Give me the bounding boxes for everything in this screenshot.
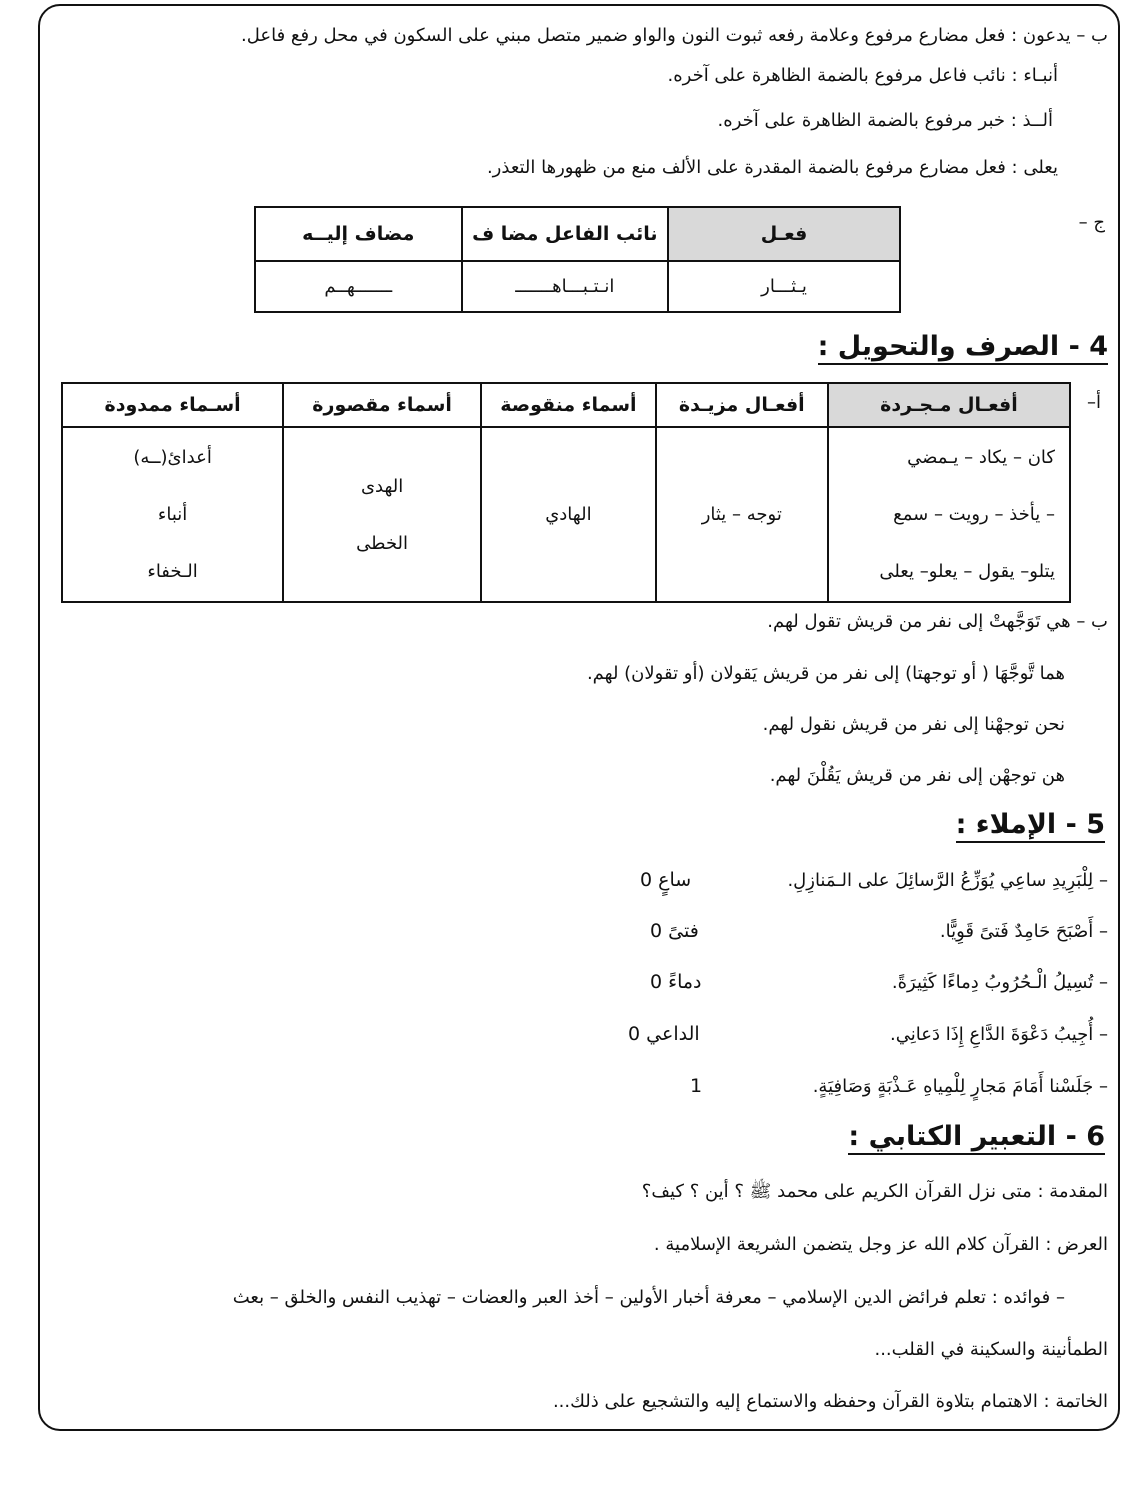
- conversion-line: هن توجهْن إلى نفر من قريش يَقُلْنَ لهم.: [769, 765, 1065, 786]
- dictation-note: 0 الداعي: [628, 1023, 700, 1045]
- header-mamdud-nouns: أسـماء ممدودة: [62, 383, 283, 427]
- header-augmented-verbs: أفعـال مزيـدة: [656, 383, 828, 427]
- section4-heading: [818, 330, 1108, 364]
- dictation-note: 0 فتىً: [650, 920, 699, 942]
- b-line-yadoun: ب – يدعون : فعل مضارع مرفوع وعلامة رفعه ثبوت النون والواو ضمير متصل مبني على السكون في محل رفع فاعل.: [241, 25, 1108, 46]
- morphology-table: [61, 382, 1071, 603]
- dictation-sentence: – جَلَسْنا أَمَامَ مَجارٍ لِلْمِياهِ عَـذْبَةٍ وَصَافِيَةٍ.: [812, 1076, 1108, 1097]
- dictation-note: 1: [690, 1075, 703, 1097]
- header-genitive: مضاف إليــه: [255, 207, 462, 261]
- b-line-anba: أنبـاء : نائب فاعل مرفوع بالضمة الظاهرة على آخره.: [667, 65, 1058, 86]
- parsing-table: [254, 206, 901, 313]
- section5-heading: [956, 808, 1105, 842]
- b-line-aladh: ألــذ : خبر مرفوع بالضمة الظاهرة على آخره.: [717, 110, 1053, 131]
- b-line-yaala: يعلى : فعل مضارع مرفوع بالضمة المقدرة على الألف منع من ظهورها التعذر.: [486, 157, 1058, 178]
- cell-verb: يـثـــار: [668, 261, 900, 312]
- conversion-line: ب – هي تَوَجَّهتْ إلى نفر من قريش تقول لهم.: [767, 611, 1108, 632]
- essay-benefits: – فوائده : تعلم فرائض الدين الإسلامي – معرفة أخبار الأولين – أخذ العبر والعضات – تهذيب النفس والخلق – بعث: [232, 1287, 1065, 1308]
- cell-manqus-nouns: الهادي: [481, 427, 656, 602]
- header-bare-verbs: أفعـال مـجـردة: [828, 383, 1070, 427]
- bare-verbs-line: – يأخذ – رويت – سمع: [893, 504, 1055, 525]
- cell-maqsur-nouns: [283, 427, 481, 602]
- cell-genitive: ـــــــهــم: [255, 261, 462, 312]
- mamdud-noun: أعدائ(ــه): [133, 447, 212, 468]
- essay-conclusion: الخاتمة : الاهتمام بتلاوة القرآن وحفظه والاستماع إليه والتشجيع على ذلك...: [552, 1391, 1108, 1412]
- essay-benefits-continued: الطمأنينة والسكينة في القلب...: [874, 1339, 1108, 1360]
- header-deputy-subject: نائب الفاعل مضا ف: [462, 207, 669, 261]
- header-maqsur-nouns: أسماء مقصورة: [283, 383, 481, 427]
- dictation-note: 0 دماءً: [650, 971, 702, 993]
- dictation-note: 0 ساعٍ: [640, 869, 692, 891]
- section5-title: 5 - الإملاء :: [956, 809, 1105, 843]
- dictation-sentence: – أُجِيبُ دَعْوَةَ الدَّاعِ إِذَا دَعانِي.: [890, 1024, 1108, 1045]
- mamdud-noun: الـخفاء: [147, 561, 198, 582]
- conversion-line: نحن توجهْنا إلى نفر من قريش نقول لهم.: [762, 714, 1065, 735]
- cell-mamdud-nouns: [62, 427, 283, 602]
- section4-marker: أ–: [1086, 392, 1101, 413]
- maqsur-noun: الهدى: [360, 475, 404, 497]
- cell-bare-verbs: [828, 427, 1070, 602]
- header-verb: فعـل: [668, 207, 900, 261]
- section4-title: 4 - الصرف والتحويل :: [818, 331, 1108, 365]
- essay-introduction: المقدمة : متى نزل القرآن الكريم على محمد ﷺ ؟ أين ؟ كيف؟: [641, 1181, 1108, 1202]
- cell-deputy-subject: انـتـبـــاهـــــــ: [462, 261, 669, 312]
- mamdud-noun: أنباء: [157, 504, 188, 525]
- maqsur-noun: الخطى: [356, 532, 409, 554]
- section6-title: 6 - التعبير الكتابي :: [848, 1121, 1105, 1155]
- cell-augmented-verbs: توجه – يثار: [656, 427, 828, 602]
- essay-body: العرض : القرآن كلام الله عز وجل يتضمن الشريعة الإسلامية .: [653, 1234, 1108, 1255]
- section-c-marker: ج –: [1078, 212, 1105, 233]
- dictation-sentence: – لِلْبَرِيدِ ساعِي يُوَزِّعُ الرَّسائِلَ على الـمَنازِلِ.: [787, 870, 1108, 891]
- bare-verbs-line: كان – يكاد – يـمضي: [907, 447, 1055, 468]
- dictation-sentence: – أَصْبَحَ حَامِدٌ فَتىً قَوِيًّا.: [939, 921, 1108, 942]
- conversion-line: هما تَّوجَّهَا ( أو توجهتا) إلى نفر من قريش يَقولان (أو تقولان) لهم.: [586, 663, 1065, 684]
- bare-verbs-line: يتلو– يقول – يعلو– يعلى: [879, 561, 1055, 582]
- dictation-sentence: – تُسِيلُ الْـحُرُوبُ دِماءًا كَثِيرَةً.: [891, 972, 1108, 993]
- header-manqus-nouns: أسماء منقوصة: [481, 383, 656, 427]
- section6-heading: [848, 1120, 1105, 1154]
